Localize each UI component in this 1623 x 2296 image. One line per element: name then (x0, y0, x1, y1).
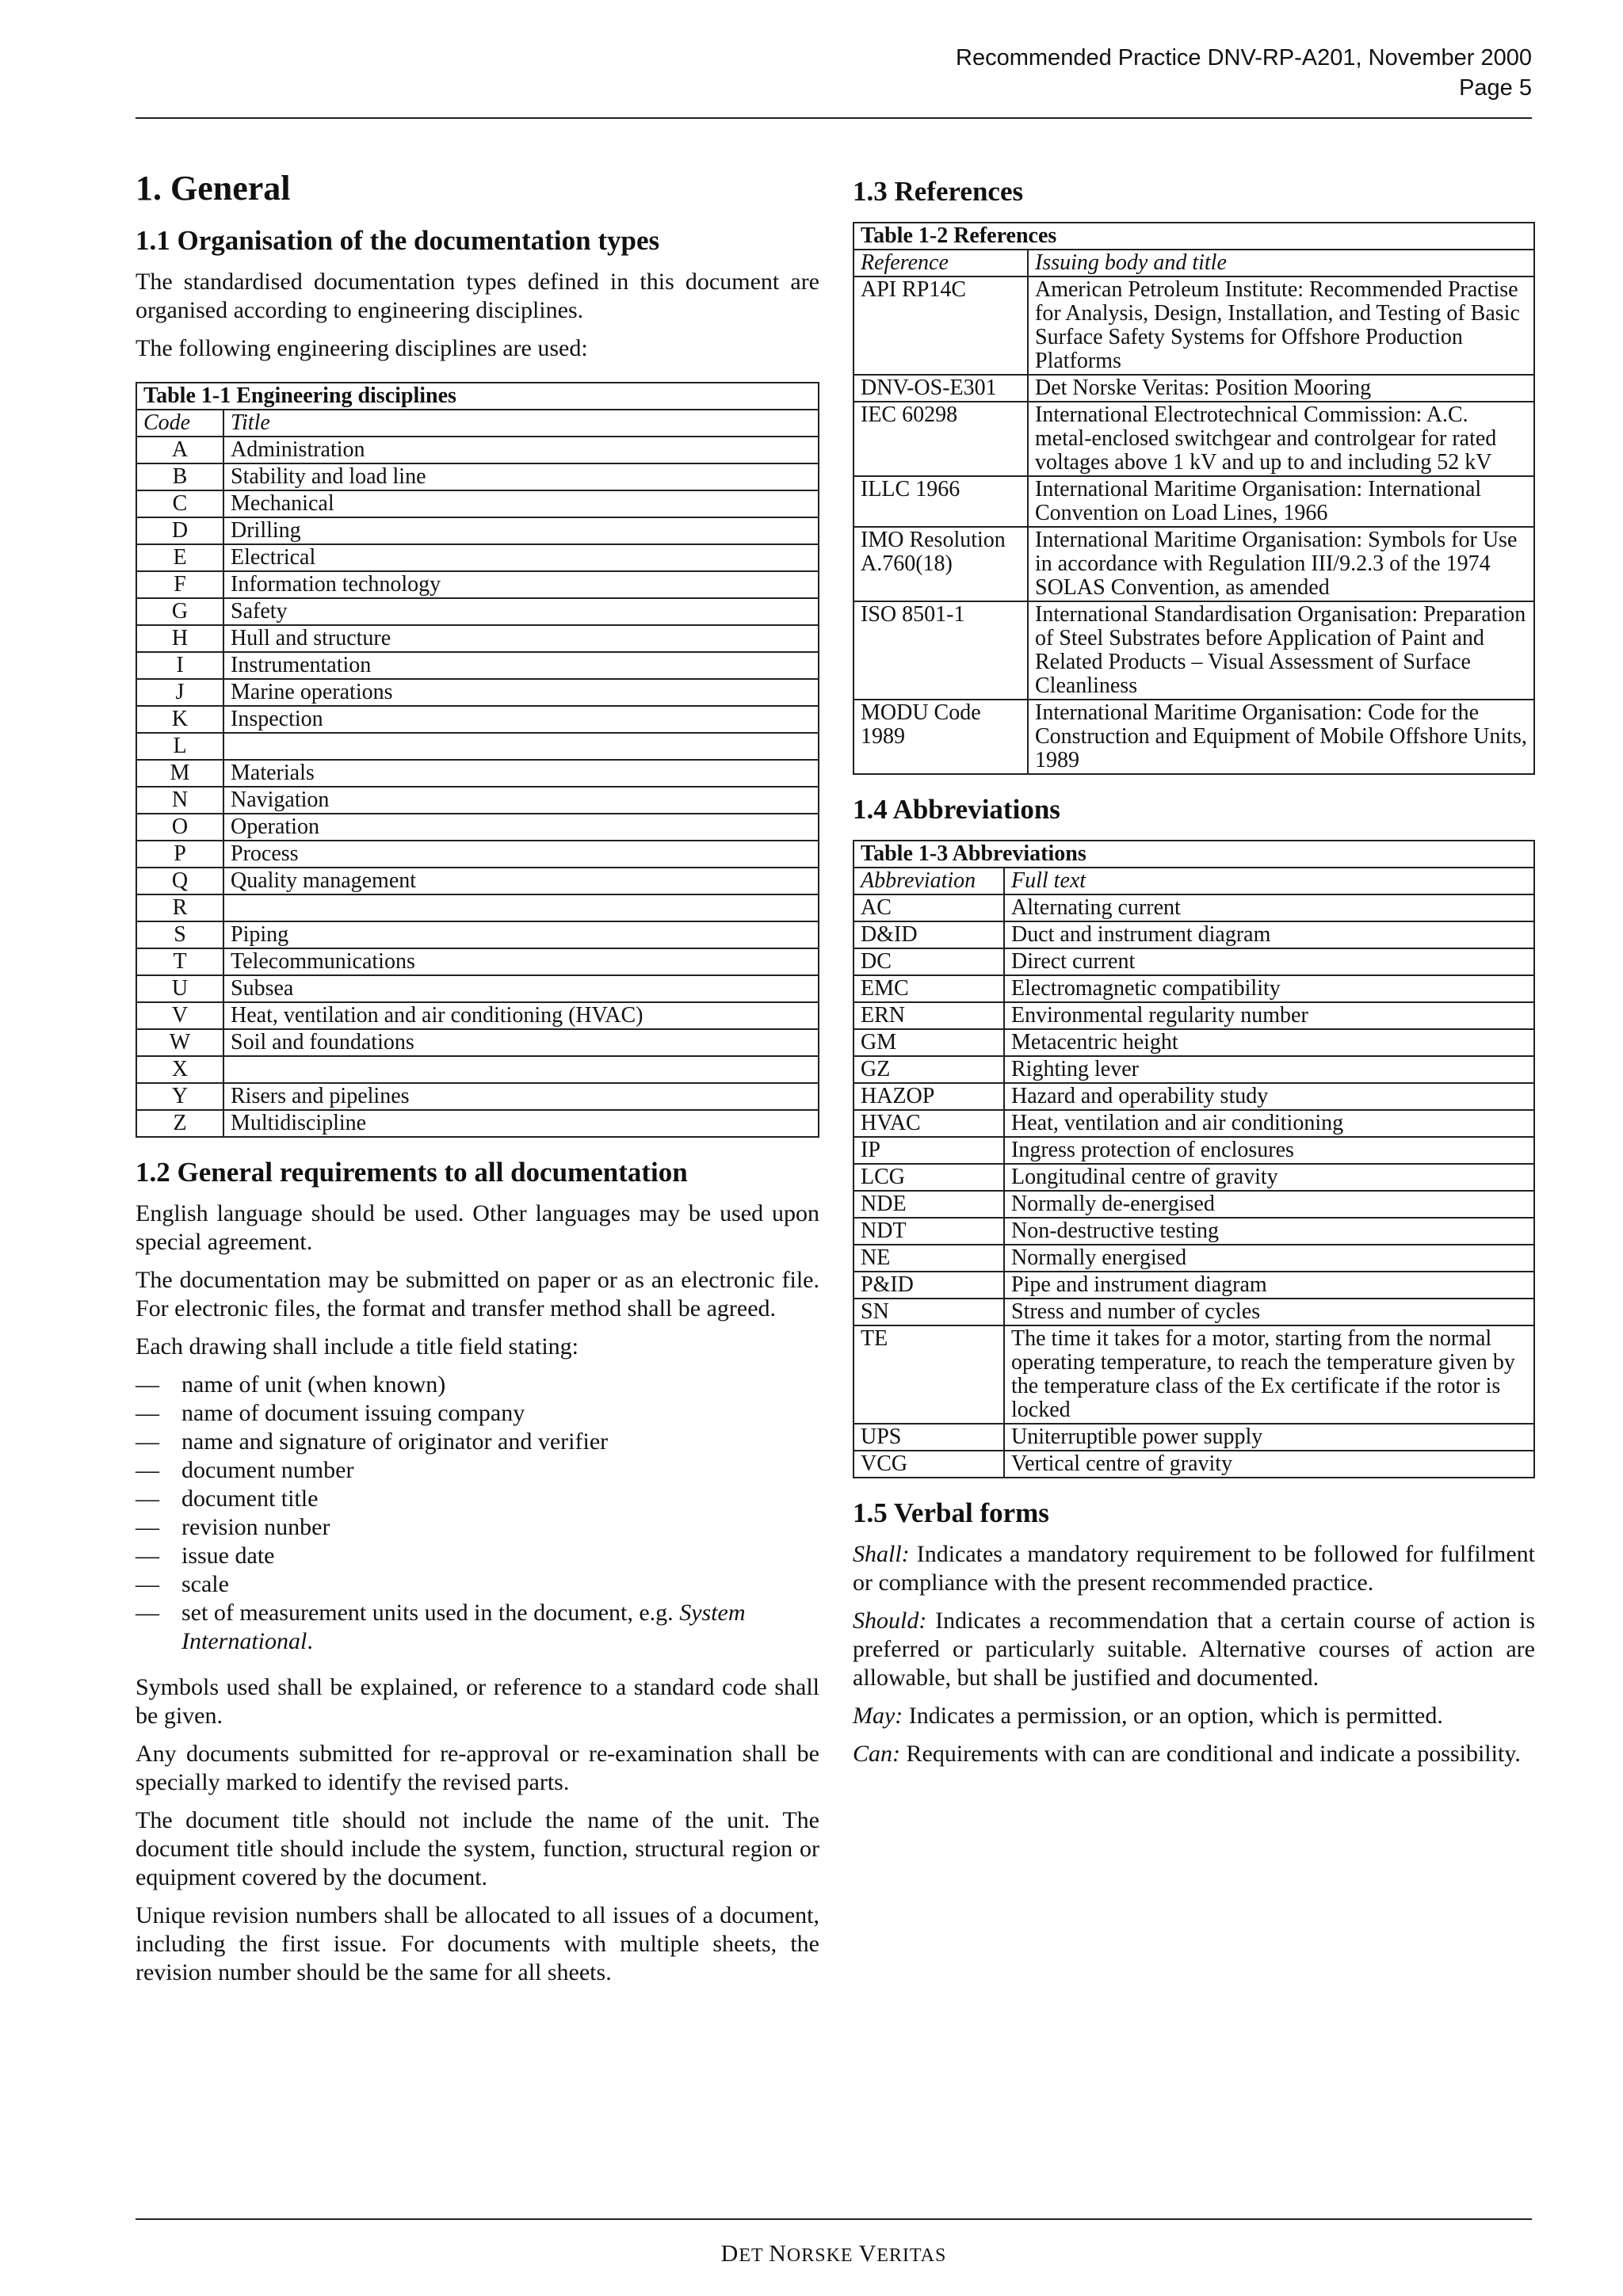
abbreviation-full-text: Environmental regularity number (1004, 1002, 1534, 1029)
reference-title: International Maritime Organisation: Symbols for Use in accordance with Regulation III/9.2.3 of the 1974 SOLAS Convention, as amended (1028, 527, 1534, 601)
table-row (854, 894, 1534, 921)
table-row (854, 1083, 1534, 1110)
abbreviation: UPS (854, 1424, 1004, 1451)
reference-code: ILLC 1966 (854, 476, 1028, 527)
abbreviation-full-text: Alternating current (1004, 894, 1534, 921)
table-row (136, 652, 819, 679)
table-row (854, 1137, 1534, 1164)
discipline-title: Heat, ventilation and air conditioning (HVAC) (223, 1002, 819, 1029)
reference-code: API RP14C (854, 277, 1028, 375)
abbreviation: GZ (854, 1056, 1004, 1083)
discipline-code: R (136, 894, 223, 921)
discipline-title: Inspection (223, 706, 819, 733)
table-row (854, 1164, 1534, 1191)
discipline-code: D (136, 517, 223, 544)
table-row (854, 476, 1534, 527)
section-1-2-paragraph-6: The document title should not include the name of the unit. The document title should include the system, function, structural region or equipment covered by the document. (136, 1807, 819, 1890)
table-row (854, 1002, 1534, 1029)
discipline-title: Marine operations (223, 679, 819, 706)
table-row (136, 463, 819, 490)
discipline-code: Y (136, 1083, 223, 1110)
table-row (136, 787, 819, 814)
table-row (136, 1110, 819, 1137)
table-row (136, 544, 819, 571)
discipline-title: Drilling (223, 517, 819, 544)
discipline-code: T (136, 948, 223, 975)
right-column (853, 174, 1535, 1778)
abbreviation-full-text: Direct current (1004, 948, 1534, 975)
abbreviation: SN (854, 1299, 1004, 1325)
header-page-number: Page 5 (1459, 75, 1532, 101)
table-row (136, 490, 819, 517)
list-item: — name of unit (when known) (136, 1371, 819, 1399)
section-1-2-paragraph-5: Any documents submitted for re-approval or re-examination shall be specially marked to identify the revised parts. (136, 1741, 819, 1795)
discipline-code: K (136, 706, 223, 733)
discipline-title: Electrical (223, 544, 819, 571)
table-row (854, 277, 1534, 375)
discipline-code: W (136, 1029, 223, 1056)
list-item: — document number (136, 1456, 819, 1485)
reference-title: Det Norske Veritas: Position Mooring (1028, 375, 1534, 402)
abbreviation-full-text: The time it takes for a motor, starting from the normal operating temperature, to reach the temperature given by the temperature class of the Ex certificate if the rotor is locked (1004, 1325, 1534, 1424)
discipline-title: Risers and pipelines (223, 1083, 819, 1110)
discipline-title: Administration (223, 437, 819, 463)
table-row (136, 733, 819, 760)
table-caption: Table 1-2 References (854, 223, 1534, 250)
table-references (853, 222, 1535, 775)
reference-title: International Electrotechnical Commission: A.C. metal-enclosed switchgear and controlgear for rated voltages above 1 kV and up to and including 52 kV (1028, 402, 1534, 476)
table-row (854, 1245, 1534, 1272)
reference-title: American Petroleum Institute: Recommended Practise for Analysis, Design, Installation, and Testing of Basic Surface Safety Systems for Offshore Production Platforms (1028, 277, 1534, 375)
abbreviation-full-text: Longitudinal centre of gravity (1004, 1164, 1534, 1191)
table-header-reference: Reference (854, 250, 1028, 277)
table-caption: Table 1-3 Abbreviations (854, 841, 1534, 868)
reference-title: International Maritime Organisation: Code for the Construction and Equipment of Mobile Offshore Units, 1989 (1028, 700, 1534, 774)
table-abbreviations (853, 840, 1535, 1478)
table-row (136, 625, 819, 652)
table-row (854, 1272, 1534, 1299)
abbreviation: HVAC (854, 1110, 1004, 1137)
discipline-title (223, 1056, 819, 1083)
discipline-code: O (136, 814, 223, 841)
table-row (854, 921, 1534, 948)
discipline-title: Instrumentation (223, 652, 819, 679)
table-row (136, 894, 819, 921)
table-header-abbreviation: Abbreviation (854, 868, 1004, 894)
table-row (854, 975, 1534, 1002)
abbreviation: TE (854, 1325, 1004, 1424)
discipline-code: P (136, 841, 223, 868)
table-row (854, 1029, 1534, 1056)
discipline-code: X (136, 1056, 223, 1083)
section-1-5-heading: 1.5 Verbal forms (853, 1497, 1049, 1528)
discipline-code: L (136, 733, 223, 760)
left-column (136, 165, 819, 1997)
table-header-title: Title (223, 410, 819, 437)
abbreviation-full-text: Non-destructive testing (1004, 1218, 1534, 1245)
table-row (136, 948, 819, 975)
abbreviation-full-text: Normally de-energised (1004, 1191, 1534, 1218)
discipline-title: Process (223, 841, 819, 868)
discipline-code: B (136, 463, 223, 490)
table-header-issuing-body: Issuing body and title (1028, 250, 1534, 277)
table-row (854, 402, 1534, 476)
section-1-4-heading: 1.4 Abbreviations (853, 794, 1060, 825)
header-document-id: Recommended Practice DNV-RP-A201, November 2000 (956, 45, 1532, 71)
abbreviation-full-text: Duct and instrument diagram (1004, 921, 1534, 948)
verbal-form-may: May: Indicates a permission, or an option, which is permitted. (853, 1703, 1443, 1729)
table-row (854, 1110, 1534, 1137)
title-field-list (136, 1371, 819, 1656)
discipline-title: Telecommunications (223, 948, 819, 975)
abbreviation-full-text: Normally energised (1004, 1245, 1534, 1272)
table-row (854, 700, 1534, 774)
table-row (854, 527, 1534, 601)
discipline-title: Piping (223, 921, 819, 948)
table-row (854, 1325, 1534, 1424)
reference-code: IEC 60298 (854, 402, 1028, 476)
abbreviation: IP (854, 1137, 1004, 1164)
section-1-2-paragraph-3: Each drawing shall include a title field stating: (136, 1333, 579, 1360)
table-row (136, 1002, 819, 1029)
section-1-2-paragraph-1: English language should be used. Other languages may be used upon special agreement. (136, 1200, 819, 1255)
table-row (854, 1191, 1534, 1218)
abbreviation: VCG (854, 1451, 1004, 1478)
abbreviation-full-text: Hazard and operability study (1004, 1083, 1534, 1110)
discipline-title (223, 733, 819, 760)
abbreviation: NDT (854, 1218, 1004, 1245)
discipline-code: F (136, 571, 223, 598)
discipline-title (223, 894, 819, 921)
table-row (854, 1056, 1534, 1083)
table-row (136, 1029, 819, 1056)
discipline-code: I (136, 652, 223, 679)
abbreviation-full-text: Vertical centre of gravity (1004, 1451, 1534, 1478)
reference-code: DNV-OS-E301 (854, 375, 1028, 402)
section-1-heading: 1. General (136, 169, 291, 208)
list-item: — document title (136, 1485, 819, 1513)
abbreviation-full-text: Heat, ventilation and air conditioning (1004, 1110, 1534, 1137)
abbreviation-full-text: Righting lever (1004, 1056, 1534, 1083)
discipline-code: Q (136, 868, 223, 894)
discipline-code: U (136, 975, 223, 1002)
reference-title: International Standardisation Organisation: Preparation of Steel Substrates before Application of Paint and Related Products – Visual Assessment of Surface Cleanliness (1028, 601, 1534, 700)
table-row (136, 437, 819, 463)
table-row (136, 598, 819, 625)
list-item: — name and signature of originator and verifier (136, 1428, 819, 1456)
table-row (854, 601, 1534, 700)
table-engineering-disciplines (136, 382, 819, 1138)
table-row (136, 868, 819, 894)
discipline-title: Safety (223, 598, 819, 625)
list-item: — issue date (136, 1542, 819, 1570)
section-1-2-paragraph-2: The documentation may be submitted on paper or as an electronic file. For electronic files, the format and transfer method shall be agreed. (136, 1267, 819, 1322)
discipline-title: Stability and load line (223, 463, 819, 490)
table-row (136, 1056, 819, 1083)
table-row (136, 921, 819, 948)
abbreviation: HAZOP (854, 1083, 1004, 1110)
list-item: — name of document issuing company (136, 1399, 819, 1428)
discipline-title: Subsea (223, 975, 819, 1002)
discipline-title: Hull and structure (223, 625, 819, 652)
table-caption: Table 1-1 Engineering disciplines (136, 383, 819, 410)
abbreviation: LCG (854, 1164, 1004, 1191)
table-row (136, 975, 819, 1002)
discipline-code: J (136, 679, 223, 706)
table-row (854, 1451, 1534, 1478)
abbreviation: DC (854, 948, 1004, 975)
abbreviation-full-text: Metacentric height (1004, 1029, 1534, 1056)
abbreviation: AC (854, 894, 1004, 921)
section-1-2-paragraph-4: Symbols used shall be explained, or reference to a standard code shall be given. (136, 1674, 819, 1729)
discipline-code: A (136, 437, 223, 463)
discipline-title: Operation (223, 814, 819, 841)
reference-code: ISO 8501-1 (854, 601, 1028, 700)
table-header-code: Code (136, 410, 223, 437)
section-1-1-paragraph-2: The following engineering disciplines are used: (136, 335, 588, 361)
discipline-code: Z (136, 1110, 223, 1137)
discipline-code: V (136, 1002, 223, 1029)
table-row (854, 1424, 1534, 1451)
discipline-title: Information technology (223, 571, 819, 598)
reference-code: IMO Resolution A.760(18) (854, 527, 1028, 601)
list-item: — revision nunber (136, 1513, 819, 1542)
table-row (136, 679, 819, 706)
verbal-form-can: Can: Requirements with can are conditional and indicate a possibility. (853, 1741, 1521, 1767)
abbreviation: D&ID (854, 921, 1004, 948)
abbreviation: GM (854, 1029, 1004, 1056)
table-row (136, 706, 819, 733)
footer-rule (136, 2218, 1532, 2220)
table-row (136, 517, 819, 544)
table-row (854, 1218, 1534, 1245)
discipline-title: Navigation (223, 787, 819, 814)
table-row (854, 948, 1534, 975)
abbreviation: NE (854, 1245, 1004, 1272)
abbreviation: NDE (854, 1191, 1004, 1218)
discipline-code: G (136, 598, 223, 625)
discipline-code: E (136, 544, 223, 571)
abbreviation-full-text: Uniterruptible power supply (1004, 1424, 1534, 1451)
section-1-2-paragraph-7: Unique revision numbers shall be allocated to all issues of a document, including the first issue. For documents with multiple sheets, the revision number should be the same for all sheets. (136, 1902, 819, 1985)
abbreviation-full-text: Electromagnetic compatibility (1004, 975, 1534, 1002)
table-header-full-text: Full text (1004, 868, 1534, 894)
discipline-title: Quality management (223, 868, 819, 894)
section-1-1-heading: 1.1 Organisation of the documentation types (136, 225, 660, 256)
list-item: — set of measurement units used in the document, e.g. System International. (136, 1599, 819, 1656)
abbreviation: EMC (854, 975, 1004, 1002)
table-row (136, 814, 819, 841)
discipline-code: M (136, 760, 223, 787)
discipline-title: Soil and foundations (223, 1029, 819, 1056)
discipline-code: C (136, 490, 223, 517)
discipline-code: N (136, 787, 223, 814)
discipline-code: S (136, 921, 223, 948)
abbreviation: ERN (854, 1002, 1004, 1029)
table-row (136, 1083, 819, 1110)
abbreviation-full-text: Ingress protection of enclosures (1004, 1137, 1534, 1164)
table-row (136, 571, 819, 598)
table-row (854, 1299, 1534, 1325)
list-item: — scale (136, 1570, 819, 1599)
page-footer: DET NORSKE VERITAS (720, 2241, 947, 2267)
abbreviation-full-text: Pipe and instrument diagram (1004, 1272, 1534, 1299)
discipline-title: Multidiscipline (223, 1110, 819, 1137)
discipline-code: H (136, 625, 223, 652)
section-1-3-heading: 1.3 References (853, 176, 1024, 207)
reference-title: International Maritime Organisation: International Convention on Load Lines, 1966 (1028, 476, 1534, 527)
section-1-1-paragraph-1: The standardised documentation types defined in this document are organised according to engineering disciplines. (136, 269, 819, 323)
section-1-2-heading: 1.2 General requirements to all documentation (136, 1157, 688, 1188)
discipline-title: Mechanical (223, 490, 819, 517)
table-row (136, 760, 819, 787)
verbal-form-shall: Shall: Indicates a mandatory requirement to be followed for fulfilment or compliance with the present recommended practice. (853, 1541, 1535, 1596)
abbreviation-full-text: Stress and number of cycles (1004, 1299, 1534, 1325)
table-row (136, 841, 819, 868)
table-row (854, 375, 1534, 402)
verbal-form-should: Should: Indicates a recommendation that a certain course of action is preferred or particularly suitable. Alternative courses of action are allowable, but shall be justified and documented. (853, 1608, 1535, 1691)
discipline-title: Materials (223, 760, 819, 787)
page-header (136, 43, 1532, 119)
abbreviation: P&ID (854, 1272, 1004, 1299)
reference-code: MODU Code 1989 (854, 700, 1028, 774)
